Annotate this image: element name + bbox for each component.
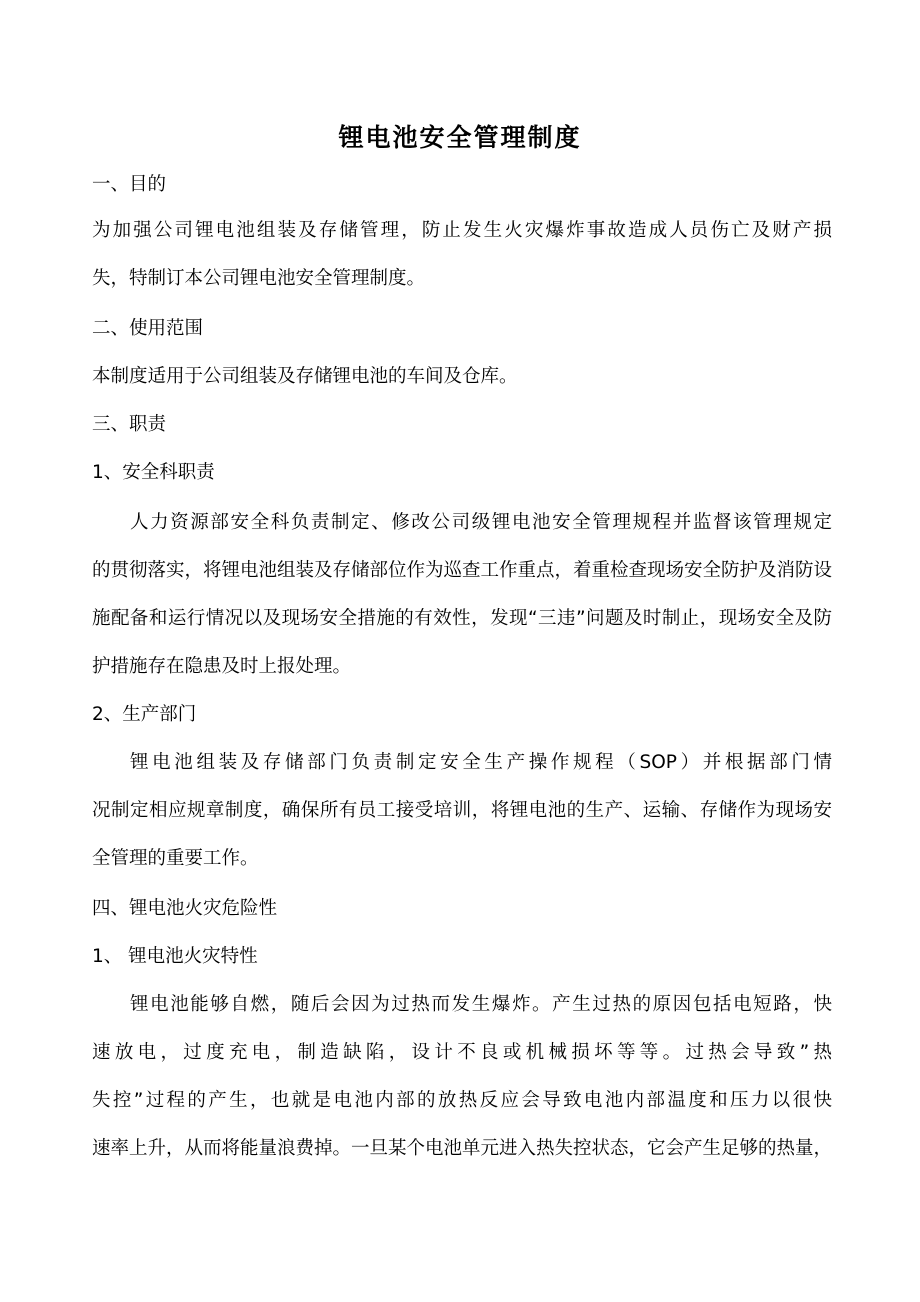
paragraph-line: 施配备和运行情况以及现场安全措施的有效性，发现“三违”问题及时制止，现场安全及防: [92, 608, 832, 629]
heading-scope: 二、使用范围: [92, 318, 204, 339]
paragraph-line: 速放电，过度充电，制造缺陷，设计不良或机械损坏等等。过热会导致”热: [92, 1042, 832, 1063]
paragraph-line: 护措施存在隐患及时上报处理。: [92, 656, 352, 677]
subheading-safety-section: 1、安全科职责: [92, 462, 215, 483]
paragraph-line: 锂电池组装及存储部门负责制定安全生产操作规程（SOP）并根据部门情: [130, 752, 832, 773]
document-title: 锂电池安全管理制度: [338, 123, 582, 152]
paragraph-line: 锂电池能够自燃，随后会因为过热而发生爆炸。产生过热的原因包括电短路，快: [130, 994, 832, 1015]
paragraph-line: 本制度适用于公司组装及存储锂电池的车间及仓库。: [92, 366, 518, 387]
heading-fire-hazard: 四、锂电池火灾危险性: [92, 898, 278, 919]
paragraph-line: 人力资源部安全科负责制定、修改公司级锂电池安全管理规程并监督该管理规定: [130, 512, 832, 533]
paragraph-line: 的贯彻落实，将锂电池组装及存储部位作为巡查工作重点，着重检查现场安全防护及消防设: [92, 560, 833, 581]
paragraph-line: 失控”过程的产生，也就是电池内部的放热反应会导致电池内部温度和压力以很快: [92, 1090, 832, 1111]
heading-purpose: 一、目的: [92, 174, 167, 195]
paragraph-line: 为加强公司锂电池组装及存储管理，防止发生火灾爆炸事故造成人员伤亡及财产损: [92, 220, 832, 241]
paragraph-line: 况制定相应规章制度，确保所有员工接受培训，将锂电池的生产、运输、存储作为现场安: [92, 800, 832, 821]
subheading-production-department: 2、生产部门: [92, 704, 197, 725]
heading-responsibilities: 三、职责: [92, 414, 167, 435]
paragraph-line: 全管理的重要工作。: [92, 848, 259, 869]
subheading-fire-characteristics: 1、 锂电池火灾特性: [92, 946, 258, 967]
paragraph-line: 失，特制订本公司锂电池安全管理制度。: [92, 268, 426, 289]
paragraph-line: 速率上升，从而将能量浪费掉。一旦某个电池单元进入热失控状态，它会产生足够的热量，: [92, 1138, 833, 1159]
